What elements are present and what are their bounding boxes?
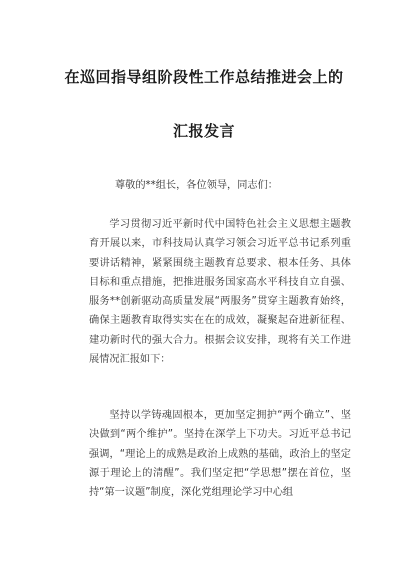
document-title-line-1: 在巡回指导组阶段性工作总结推进会上的 [64, 68, 344, 86]
paragraph-2: 坚持以学铸魂固根本，更加坚定拥护“两个确立”、坚决做到“两个维护”。坚持在深学上下功夫。习近平总书记强调，“理论上的成熟是政治上成熟的基础，政治上的坚定源于理论上的清醒”。我们坚定把“学思想”摆在首位，坚持“第一议题”制度，深化党组理论学习中心组 [89, 410, 351, 499]
document-title-line-2: 汇报发言 [172, 122, 235, 140]
paragraph-1: 学习贯彻习近平新时代中国特色社会主义思想主题教育开展以来，市科技局认真学习领会习近平总书记系列重要讲话精神，紧紧围绕主题教育总要求、根本任务、具体目标和重点措施，把推进服务国家高水平科技自立自强、服务**创新驱动高质量发展“两服务”贯穿主题教育始终，确保主题教育取得实实在在的成效，凝聚起奋进新征程、建功新时代的强大合力。根据会议安排，现将有关工作进展情况汇报如下： [89, 219, 351, 366]
greeting: 尊敬的**组长，各位领导，同志们： [115, 180, 278, 191]
